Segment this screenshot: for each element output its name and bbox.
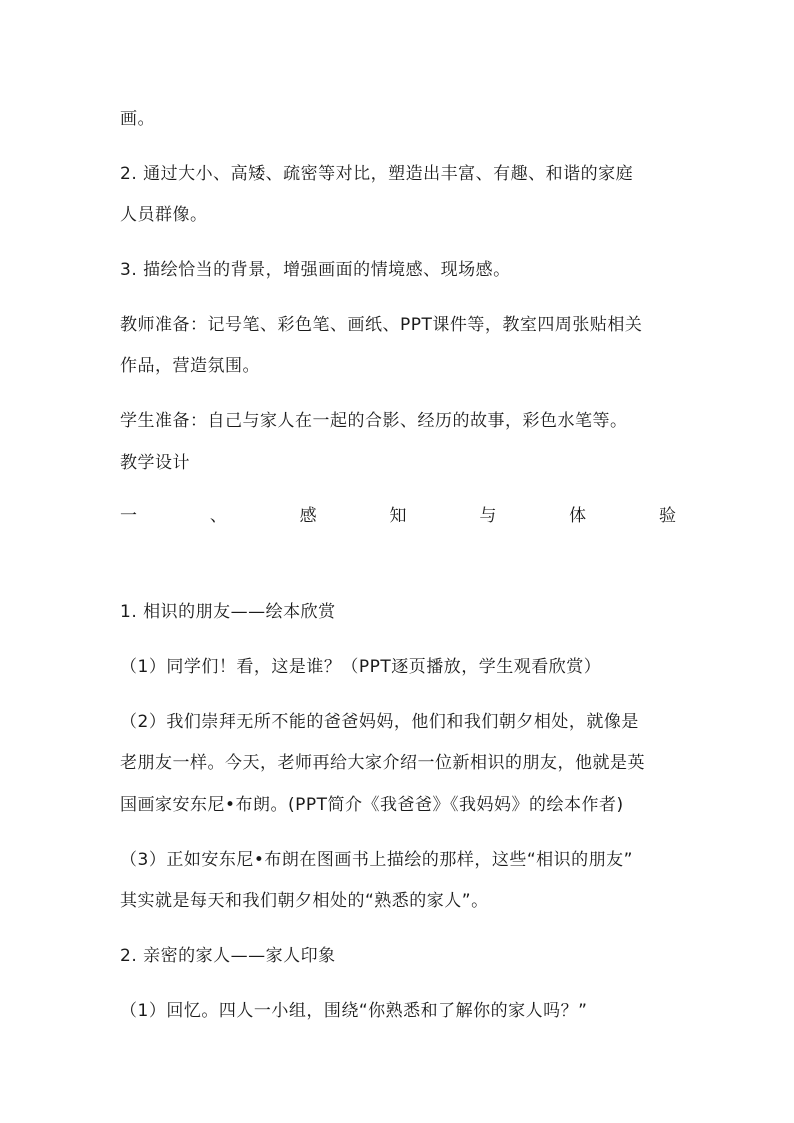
text-line-1: 画。 [120, 109, 155, 129]
subheading-teaching-design: 教学设计 [120, 453, 190, 473]
heading-char: 体 [569, 506, 587, 526]
text-line-17: （1）回忆。四人一小组，围绕“你熟悉和了解你的家人吗？” [120, 1001, 588, 1021]
heading-char: 知 [389, 506, 407, 526]
heading-char: 一 [120, 506, 137, 526]
text-line-13: 国画家安东尼•布朗。(PPT简介《我爸爸》《我妈妈》的绘本作者) [120, 795, 624, 815]
text-line-16: 2. 亲密的家人——家人印象 [120, 946, 336, 966]
heading-char: 、 [209, 506, 227, 526]
text-line-9: 1. 相识的朋友——绘本欣赏 [120, 602, 336, 622]
text-line-7: 学生准备：自己与家人在一起的合影、经历的故事，彩色水笔等。 [120, 411, 628, 431]
heading-char: 验 [658, 506, 676, 526]
text-line-14: （3）正如安东尼•布朗在图画书上描绘的那样，这些“相识的朋友” [120, 850, 633, 870]
text-line-6: 作品，营造氛围。 [120, 356, 260, 376]
text-line-3: 人员群像。 [120, 205, 208, 225]
section-heading-perception [120, 505, 676, 527]
text-line-12: 老朋友一样。今天，老师再给大家介绍一位新相识的朋友，他就是英 [120, 753, 645, 773]
text-line-15: 其实就是每天和我们朝夕相处的“熟悉的家人”。 [120, 891, 489, 911]
text-line-5: 教师准备：记号笔、彩色笔、画纸、PPT课件等，教室四周张贴相关 [120, 315, 643, 335]
text-line-4: 3. 描绘恰当的背景，增强画面的情境感、现场感。 [120, 260, 511, 280]
heading-char: 与 [479, 506, 497, 526]
text-line-2: 2. 通过大小、高矮、疏密等对比，塑造出丰富、有趣、和谐的家庭 [120, 164, 634, 184]
heading-char: 感 [299, 506, 317, 526]
text-line-10: （1）同学们！看，这是谁？（PPT逐页播放，学生观看欣赏） [120, 657, 602, 677]
text-line-11: （2）我们崇拜无所不能的爸爸妈妈，他们和我们朝夕相处，就像是 [120, 712, 639, 732]
